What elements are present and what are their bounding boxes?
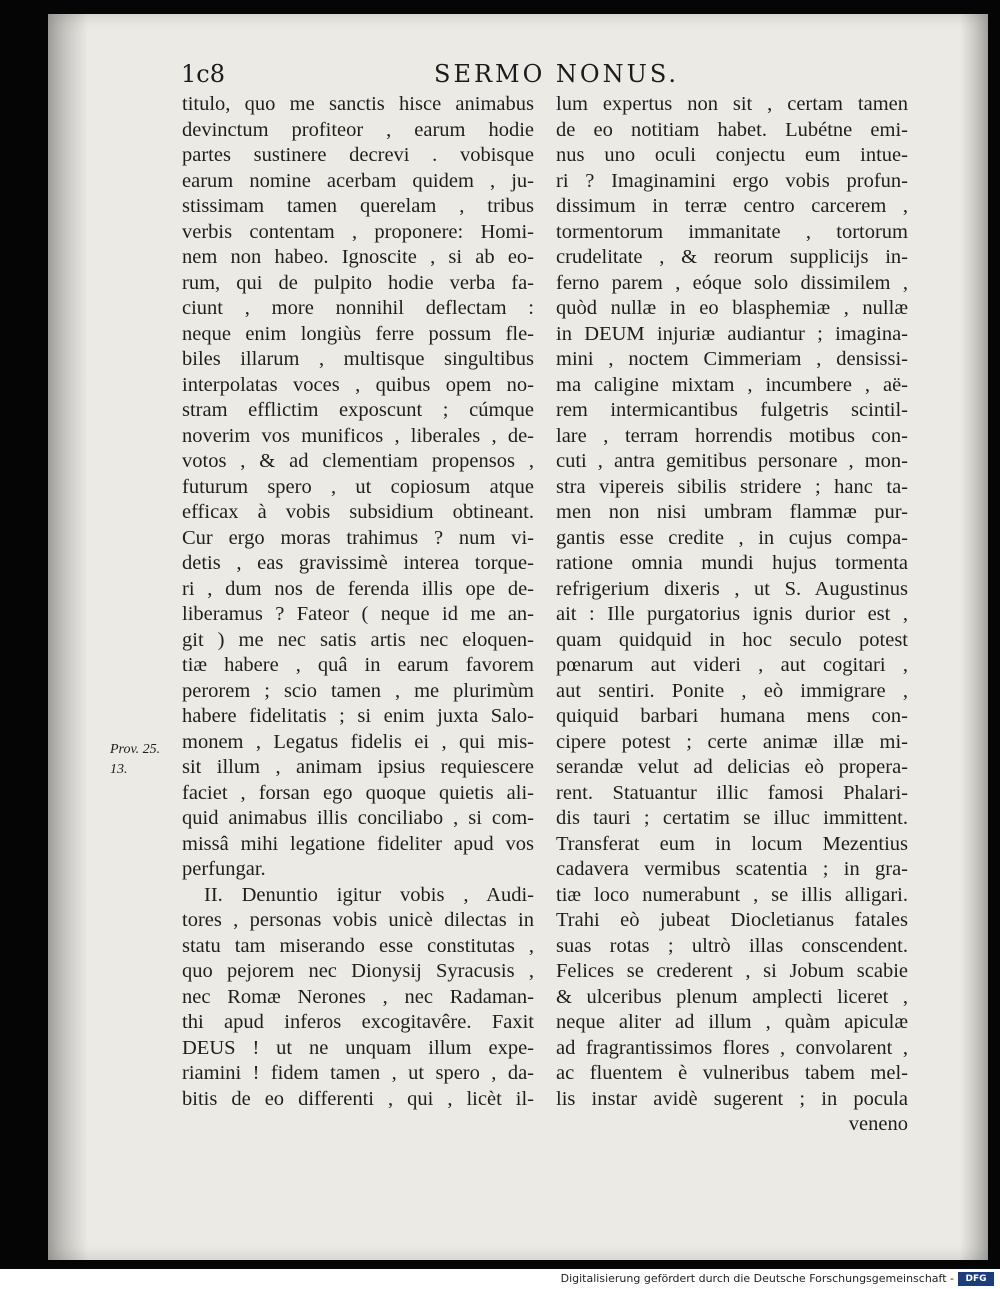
text-line: devinctum profiteor , earum hodie: [182, 118, 534, 141]
text-line: ma caligine mixtam , incumbere , aë-: [556, 373, 908, 396]
gutter-shadow: [48, 14, 88, 1260]
text-line: ri ? Imaginamini ergo vobis profun-: [556, 169, 908, 192]
text-line: lare , terram horrendis motibus con-: [556, 424, 908, 447]
text-line: serandæ velut ad delicias eò propera-: [556, 756, 908, 778]
text-line: quam quidquid in hoc seculo potest: [556, 628, 908, 651]
text-line: missâ mihi legatione fideliter apud vos: [182, 832, 534, 855]
text-line: verbis contentam , proponere: Homi-: [182, 220, 534, 243]
text-line: Cur ergo moras trahimus ? num vi-: [182, 526, 534, 549]
page-number: 1c8: [181, 60, 225, 88]
text-line: bitis de eo differenti , qui , licèt il-: [182, 1087, 534, 1110]
text-line: quiquid barbari humana mens con-: [556, 705, 908, 727]
text-line: neque enim longiùs ferre possum fle-: [182, 322, 534, 345]
text-line: nec Romæ Nerones , nec Radaman-: [182, 985, 534, 1008]
margin-note: [110, 740, 160, 780]
margin-note-line: Prov. 25.: [110, 742, 161, 757]
text-line: stissimam tamen querelam , tribus: [182, 195, 534, 217]
text-line: gantis esse credite , in cujus compa-: [556, 526, 908, 549]
text-line: cipere potest ; certe animæ illæ mi-: [556, 730, 908, 753]
text-line: sit illum , animam ipsius requiescere: [182, 756, 534, 778]
text-line: in DEUM injuriæ audiantur ; imagina-: [556, 322, 908, 345]
text-line: tores , personas vobis unicè dilectas in: [182, 909, 534, 931]
text-line: earum nomine acerbam quidem , ju-: [182, 169, 534, 192]
text-line: crudelitate , & reorum supplicijs in-: [556, 246, 908, 268]
text-line: ac fluentem è vulneribus tabem mel-: [556, 1062, 908, 1084]
text-line: rum, qui de pulpito hodie verba fa-: [182, 271, 534, 294]
text-line: Trahi eò jubeat Diocletianus fatales: [556, 909, 908, 931]
text-line: cadavera vermibus scatentia ; in gra-: [556, 858, 908, 880]
text-line: dis tauri ; certatim se illuc immittent.: [556, 807, 908, 829]
text-line: ait : Ille purgatorius ignis durior est ,: [556, 603, 908, 625]
text-line: & ulceribus plenum amplecti liceret ,: [556, 985, 908, 1008]
text-line: neque aliter ad illum , quàm apiculæ: [556, 1011, 908, 1033]
text-line: men non nisi umbram flammæ pur-: [556, 501, 908, 523]
right-text-column: [556, 92, 908, 1138]
text-line: monem , Legatus fidelis ei , qui mis-: [182, 730, 534, 753]
text-line: Felices se crederent , si Jobum scabie: [556, 960, 908, 982]
text-line: interpolatas voces , quibus opem no-: [182, 373, 534, 396]
text-line: rem intermicantibus fulgetris scintil-: [556, 399, 908, 421]
text-line: noverim vos munificos , liberales , de-: [182, 424, 534, 447]
digitization-credit: Digitalisierung gefördert durch die Deutsche Forschungsgemeinschaft -: [560, 1272, 954, 1285]
text-line: quòd nullæ in eo blasphemiæ , nullæ: [556, 297, 908, 319]
text-line: aut sentiri. Ponite , eò immigrare ,: [556, 679, 908, 702]
text-line: refrigerium dixeris , ut S. Augustinus: [556, 577, 908, 600]
text-line: statu tam miserando esse constitutas ,: [182, 934, 534, 957]
text-line: stram efflictim exposcunt ; cúmque: [182, 399, 534, 421]
text-line: Transferat eum in locum Mezentius: [556, 832, 908, 855]
text-line: de eo notitiam habet. Lubétne emi-: [556, 118, 908, 141]
text-line: efficax à vobis subsidium obtineant.: [182, 501, 534, 523]
footer-bar: [0, 1270, 1000, 1289]
text-line: ferno parem , eóque solo dissimilem ,: [556, 271, 908, 294]
text-line: ratione omnia mundi hujus tormenta: [556, 552, 908, 574]
text-line: cuti , antra gemitibus personare , mon-: [556, 450, 908, 472]
text-line: habere fidelitatis ; si enim juxta Salo-: [182, 705, 534, 727]
text-line: II. Denuntio igitur vobis , Audi-: [204, 883, 534, 906]
text-line: nem non habeo. Ignoscite , si ab eo-: [182, 246, 534, 268]
text-line: tormentorum immanitate , tortorum: [556, 220, 908, 243]
text-line: lum expertus non sit , certam tamen: [556, 93, 908, 115]
text-line: ad fragrantissimos flores , convolarent ,: [556, 1036, 908, 1059]
text-line: partes sustinere decrevi . vobisque: [182, 144, 534, 166]
text-line: DEUS ! ut ne unquam illum expe-: [182, 1036, 534, 1059]
text-line: biles illarum , multisque singultibus: [182, 348, 534, 370]
text-line: pœnarum aut videri , aut cogitari ,: [556, 654, 908, 676]
text-line: quo pejorem nec Dionysij Syracusis ,: [182, 960, 534, 982]
text-line: quid animabus illis conciliabo , si com-: [182, 807, 534, 829]
text-line: titulo, quo me sanctis hisce animabus: [182, 93, 534, 115]
dfg-logo: DFG: [958, 1272, 994, 1286]
text-line: perorem ; scio tamen , me plurimùm: [182, 679, 534, 702]
text-line: lis instar avidè sugerent ; in pocula: [556, 1087, 908, 1110]
text-line: suas rotas ; ultrò illas conscendent.: [556, 934, 908, 957]
text-line: futurum spero , ut copiosum atque: [182, 475, 534, 498]
text-line: perfungar.: [182, 858, 266, 880]
page-edge-shadow: [960, 14, 988, 1260]
catchword: veneno: [848, 1113, 908, 1135]
text-line: stra vipereis sibilis stridere ; hanc ta-: [556, 475, 908, 498]
left-text-column: [182, 92, 534, 1112]
text-line: votos , & ad clementiam propensos ,: [182, 450, 534, 472]
running-title: SERMO NONUS.: [434, 60, 680, 88]
margin-note-line: 13.: [110, 762, 128, 777]
text-line: mini , noctem Cimmeriam , densissi-: [556, 348, 908, 370]
text-line: thi apud inferos excogitavêre. Faxit: [182, 1011, 534, 1033]
text-line: detis , eas gravissimè interea torque-: [182, 552, 534, 574]
text-line: ri , dum nos de ferenda illis ope de-: [182, 577, 534, 600]
text-line: tiæ habere , quâ in earum favorem: [182, 654, 534, 676]
text-line: git ) me nec satis artis nec eloquen-: [182, 628, 534, 651]
text-line: rent. Statuantur illic famosi Phalari-: [556, 781, 908, 804]
text-line: nus uno oculi conjectu eum intue-: [556, 144, 908, 166]
text-line: liberamus ? Fateor ( neque id me an-: [182, 603, 534, 625]
text-line: riamini ! fidem tamen , ut spero , da-: [182, 1062, 534, 1084]
text-line: faciet , forsan ego quoque quietis ali-: [182, 781, 534, 804]
text-line: ciunt , more nonnihil deflectam :: [182, 297, 534, 319]
text-line: dissimum in terræ centro carcerem ,: [556, 195, 908, 217]
text-line: tiæ loco numerabunt , se illis alligari.: [556, 883, 908, 906]
